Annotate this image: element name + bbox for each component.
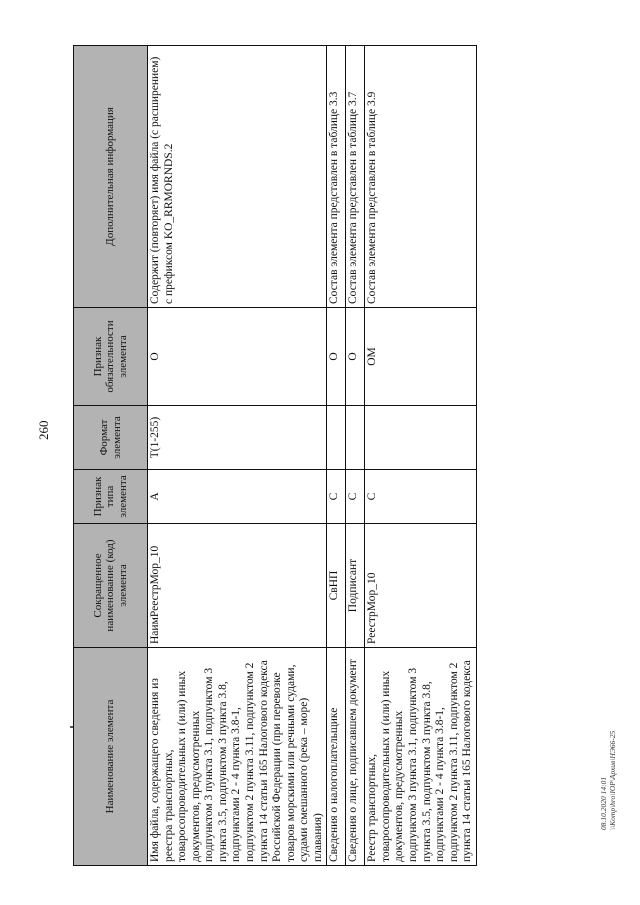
cell-mandatory: О xyxy=(346,308,365,406)
cell-element-name: Сведения о налогоплательщике xyxy=(327,648,346,866)
cell-element-type: С xyxy=(346,470,365,524)
cell-element-type: С xyxy=(365,470,477,524)
cell-element-name: Реестр транспортных, товаросопроводительных и (или) иных документов, предусмотренных подпунктом 3 пункта 3.1, подпунктом 3 пункта 3.5, подпунктом 3 пункта 3.8, подпунктами 2 - 4 пункта 3.8-1, подпунктом 2 пункта 3.11, подпунктом 2 пункта 14 статьи 165 Налогового кодекса xyxy=(365,648,477,866)
elements-table xyxy=(73,45,477,866)
header-mandatory: Признак обязательности элемента xyxy=(74,308,148,406)
table-row xyxy=(148,46,327,866)
cell-element-format xyxy=(365,406,477,470)
cell-short-code: Подписант xyxy=(346,524,365,648)
page-number: 260 xyxy=(36,420,51,440)
scan-mark xyxy=(70,726,73,728)
header-element-type: Признак типа элемента xyxy=(74,470,148,524)
footer-path: \\Komp\hro\ЮР\Архив\НЭ66-25 xyxy=(607,730,617,830)
table-row xyxy=(327,46,346,866)
footer-timestamp: 08.10.2020 14:01 xyxy=(599,776,608,830)
table-header-row xyxy=(74,46,148,866)
cell-additional-info: Состав элемента представлен в таблице 3.9 xyxy=(365,46,477,308)
cell-element-name: Имя файла, содержащего сведения из реестра транспортных, товаросопроводительных и (или) иных документов, предусмотренных подпунктом 3 пункта 3.1, подпунктом 3 пункта 3.5, подпунктом 3 пункта 3.8, подпунктами 2 - 4 пункта 3.8-1, подпунктом 2 пункта 3.11, подпунктом 2 пункта 14 статьи 165 Налогового кодекса Российской Федерации (при перевозке товаров морскими или речными судами, судами смешанного (река – море) плавания) xyxy=(148,648,327,866)
cell-element-name: Сведения о лице, подписавшем документ xyxy=(346,648,365,866)
cell-element-type: А xyxy=(148,470,327,524)
table-row xyxy=(346,46,365,866)
cell-element-format: T(1-255) xyxy=(148,406,327,470)
cell-element-format xyxy=(346,406,365,470)
cell-short-code: НаимРеестрМор_10 xyxy=(148,524,327,648)
cell-additional-info: Состав элемента представлен в таблице 3.7 xyxy=(346,46,365,308)
rotated-table-container xyxy=(73,46,474,866)
cell-additional-info: Содержит (повторяет) имя файла (с расширением) с префиксом KO_RRMORNDS.2 xyxy=(148,46,327,308)
cell-mandatory: О xyxy=(327,308,346,406)
cell-mandatory: О xyxy=(148,308,327,406)
header-additional-info: Дополнительная информация xyxy=(74,46,148,308)
cell-element-type: С xyxy=(327,470,346,524)
header-element-format: Формат элемента xyxy=(74,406,148,470)
file-footer xyxy=(600,731,617,830)
cell-additional-info: Состав элемента представлен в таблице 3.3 xyxy=(327,46,346,308)
cell-short-code: РеестрМор_10 xyxy=(365,524,477,648)
header-element-name: Наименование элемента xyxy=(74,648,148,866)
table-row xyxy=(365,46,477,866)
cell-element-format xyxy=(327,406,346,470)
header-short-code: Сокращенное наименование (код) элемента xyxy=(74,524,148,648)
cell-short-code: СвНП xyxy=(327,524,346,648)
cell-mandatory: ОМ xyxy=(365,308,477,406)
